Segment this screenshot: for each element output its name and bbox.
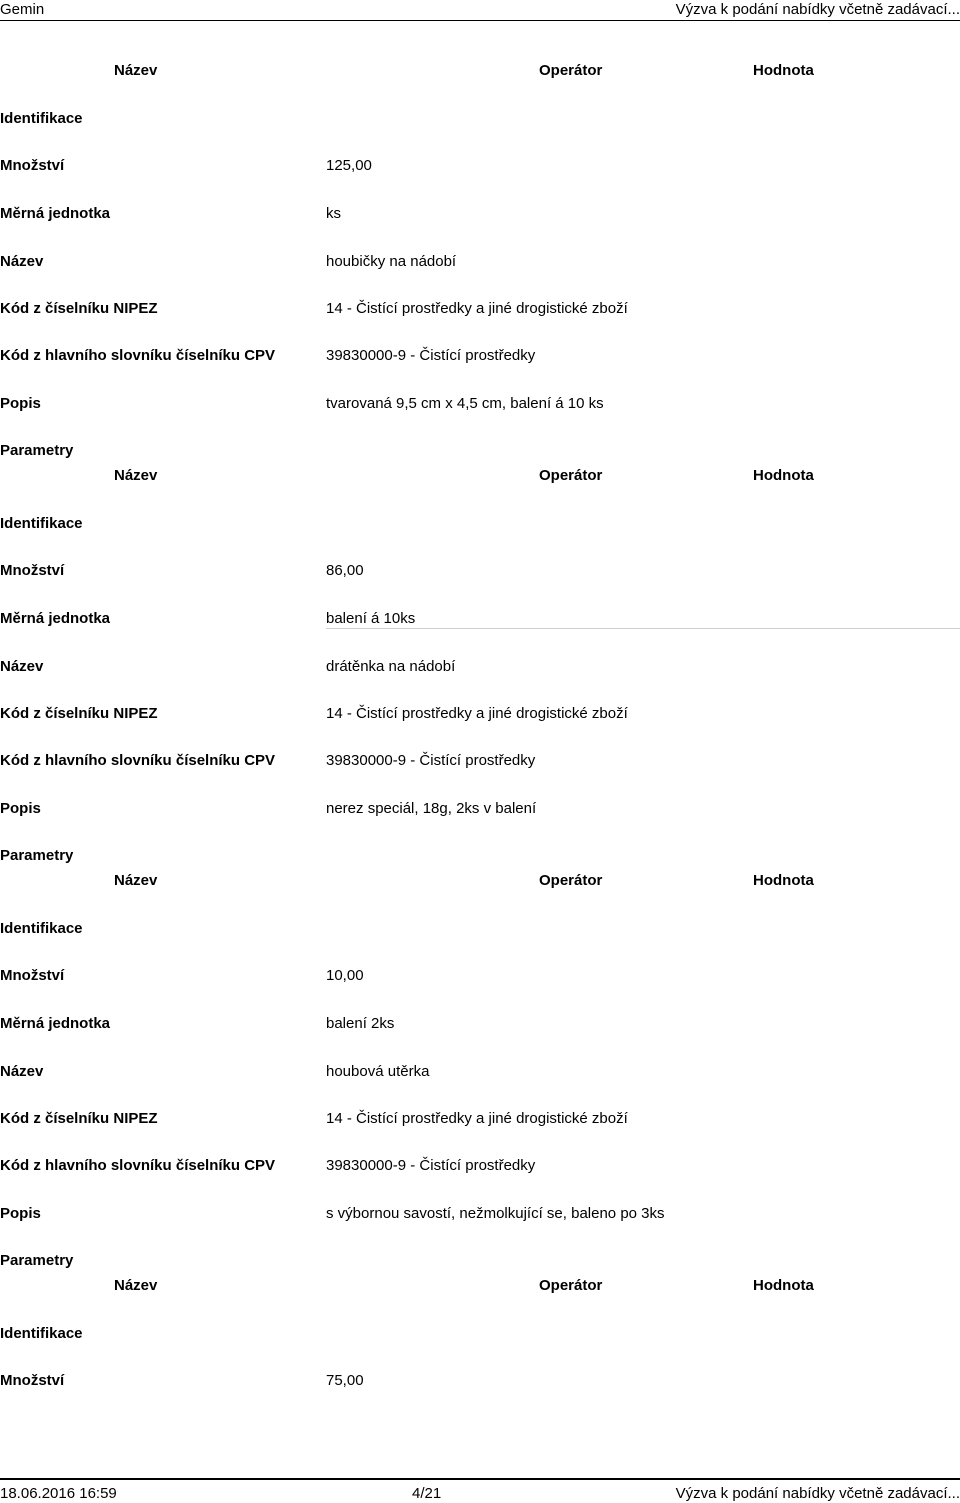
mnozstvi-label: Množství (0, 157, 65, 174)
nipez-value: 14 - Čistící prostředky a jiné drogistické zboží (326, 705, 628, 722)
row-separator (326, 628, 960, 629)
item-3-nazev-row (0, 1063, 960, 1083)
mnozstvi-value: 75,00 (326, 1372, 364, 1389)
page-header (0, 0, 960, 21)
header-document-title: Výzva k podání nabídky včetně zadávací... (675, 1, 960, 18)
popis-value: s výbornou savostí, nežmolkující se, baleno po 3ks (326, 1205, 665, 1222)
page-footer (0, 1478, 960, 1503)
cpv-label: Kód z hlavního slovníku číselníku CPV (0, 752, 276, 769)
nazev-value: houbičky na nádobí (326, 253, 457, 270)
nazev-label: Název (0, 253, 44, 270)
item-1-nazev-row (0, 253, 960, 273)
identifikace-row (0, 110, 960, 130)
identifikace-label: Identifikace (0, 1325, 83, 1342)
merna-jednotka-label: Měrná jednotka (0, 610, 111, 627)
popis-label: Popis (0, 1205, 41, 1222)
nazev-value: houbová utěrka (326, 1063, 430, 1080)
popis-label: Popis (0, 800, 41, 817)
item-3-parametry-row (0, 1252, 960, 1272)
popis-label: Popis (0, 395, 41, 412)
parametry-label: Parametry (0, 1252, 74, 1269)
column-header-name: Název (114, 62, 158, 79)
mnozstvi-value: 125,00 (326, 157, 372, 174)
item-3-cpv-row (0, 1157, 960, 1177)
cpv-value: 39830000-9 - Čistící prostředky (326, 1157, 536, 1174)
footer-page-number: 4/21 (412, 1485, 442, 1502)
identifikace-label: Identifikace (0, 920, 83, 937)
mnozstvi-value: 86,00 (326, 562, 364, 579)
column-header-name: Název (114, 872, 158, 889)
item-3-mnozstvi-row (0, 967, 960, 987)
parametry-label: Parametry (0, 847, 74, 864)
column-header-operator: Operátor (539, 872, 603, 889)
nazev-label: Název (0, 1063, 44, 1080)
item-2-parametry-row (0, 847, 960, 867)
item-2-popis-row (0, 800, 960, 820)
merna-jednotka-label: Měrná jednotka (0, 1015, 111, 1032)
table-header (0, 467, 960, 487)
item-4-mnozstvi-row (0, 1372, 960, 1392)
nipez-label: Kód z číselníku NIPEZ (0, 705, 158, 722)
item-1-merna-jednotka-row (0, 205, 960, 225)
item-1-cpv-row (0, 347, 960, 367)
item-3-nipez-row (0, 1110, 960, 1130)
column-header-operator: Operátor (539, 467, 603, 484)
item-2-cpv-row (0, 752, 960, 772)
nipez-label: Kód z číselníku NIPEZ (0, 300, 158, 317)
column-header-value: Hodnota (753, 1277, 814, 1294)
mnozstvi-label: Množství (0, 967, 65, 984)
item-1-parametry-row (0, 442, 960, 462)
nipez-label: Kód z číselníku NIPEZ (0, 1110, 158, 1127)
merna-jednotka-label: Měrná jednotka (0, 205, 111, 222)
table-header (0, 1277, 960, 1297)
cpv-value: 39830000-9 - Čistící prostředky (326, 347, 536, 364)
footer-date: 18.06.2016 16:59 (0, 1485, 117, 1502)
merna-jednotka-value: balení 2ks (326, 1015, 395, 1032)
column-header-value: Hodnota (753, 62, 814, 79)
column-header-operator: Operátor (539, 62, 603, 79)
footer-document-title: Výzva k podání nabídky včetně zadávací... (675, 1485, 960, 1502)
item-3-merna-jednotka-row (0, 1015, 960, 1035)
mnozstvi-value: 10,00 (326, 967, 364, 984)
nazev-label: Název (0, 658, 44, 675)
parametry-label: Parametry (0, 442, 74, 459)
identifikace-label: Identifikace (0, 515, 83, 532)
header-left-text: Gemin (0, 1, 45, 18)
item-2-mnozstvi-row (0, 562, 960, 582)
table-header (0, 872, 960, 892)
cpv-value: 39830000-9 - Čistící prostředky (326, 752, 536, 769)
cpv-label: Kód z hlavního slovníku číselníku CPV (0, 347, 276, 364)
column-header-name: Název (114, 1277, 158, 1294)
item-3-popis-row (0, 1205, 960, 1225)
merna-jednotka-value: ks (326, 205, 341, 222)
item-1-popis-row (0, 395, 960, 415)
popis-value: tvarovaná 9,5 cm x 4,5 cm, balení á 10 ks (326, 395, 604, 412)
item-1-nipez-row (0, 300, 960, 320)
identifikace-row (0, 515, 960, 535)
column-header-value: Hodnota (753, 872, 814, 889)
nipez-value: 14 - Čistící prostředky a jiné drogistické zboží (326, 1110, 628, 1127)
item-2-nazev-row (0, 658, 960, 678)
cpv-label: Kód z hlavního slovníku číselníku CPV (0, 1157, 276, 1174)
identifikace-label: Identifikace (0, 110, 83, 127)
column-header-name: Název (114, 467, 158, 484)
nipez-value: 14 - Čistící prostředky a jiné drogistické zboží (326, 300, 628, 317)
column-header-operator: Operátor (539, 1277, 603, 1294)
item-1-mnozstvi-row (0, 157, 960, 177)
mnozstvi-label: Množství (0, 562, 65, 579)
merna-jednotka-value: balení á 10ks (326, 610, 416, 627)
item-2-merna-jednotka-row (0, 610, 960, 630)
popis-value: nerez speciál, 18g, 2ks v balení (326, 800, 537, 817)
identifikace-row (0, 920, 960, 940)
table-header (0, 62, 960, 82)
nazev-value: drátěnka na nádobí (326, 658, 456, 675)
column-header-value: Hodnota (753, 467, 814, 484)
mnozstvi-label: Množství (0, 1372, 65, 1389)
identifikace-row (0, 1325, 960, 1345)
item-2-nipez-row (0, 705, 960, 725)
